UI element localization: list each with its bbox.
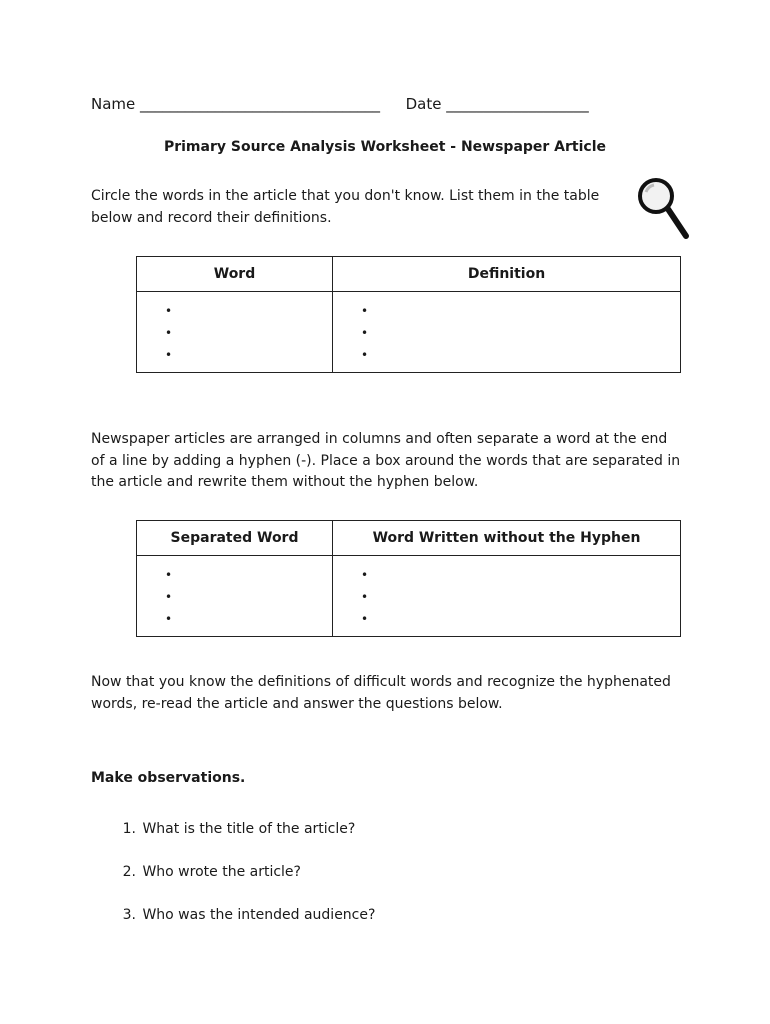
section3-text-line2: words, re-read the article and answer the questions below. — [91, 695, 503, 712]
bullet: • — [165, 590, 173, 604]
question-text: What is the title of the article? — [142, 821, 356, 837]
section2-instructions — [91, 429, 711, 494]
bullet: • — [361, 348, 369, 362]
section2-instructions-line1: Newspaper articles are arranged in columns and often separate a word at the end — [91, 431, 668, 447]
question-number: 2. — [122, 864, 136, 880]
bullet: • — [165, 612, 173, 626]
section2-instructions-line2: of a line by adding a hyphen (-). Place a box around the words that are separated in — [91, 452, 681, 469]
magnifying-glass-icon — [636, 176, 692, 242]
question-text: Who wrote the article? — [142, 864, 301, 880]
table-header-row — [137, 257, 681, 292]
question-number: 1. — [122, 821, 136, 837]
bullet: • — [165, 326, 173, 340]
bullet: • — [165, 304, 173, 318]
section3-text — [91, 672, 691, 715]
bullet: • — [361, 590, 369, 604]
separated-word-cell[interactable] — [137, 556, 333, 637]
question-text: Who was the intended audience? — [142, 907, 376, 923]
questions-list — [91, 818, 375, 947]
section3-text-line1: Now that you know the definitions of difficult words and recognize the hyphenated — [91, 674, 671, 690]
word-column-header: Word — [137, 257, 333, 292]
table-row — [137, 556, 681, 637]
table-header-row — [137, 521, 681, 556]
section2-instructions-line3: the article and rewrite them without the hyphen below. — [91, 474, 479, 490]
date-field-label[interactable]: Date ___________________ — [405, 95, 589, 113]
observations-heading: Make observations. — [91, 770, 246, 786]
definition-cell[interactable] — [333, 292, 681, 373]
bullet: • — [165, 568, 173, 582]
bullet: • — [361, 568, 369, 582]
word-cell[interactable] — [137, 292, 333, 373]
word-without-hyphen-column-header: Word Written without the Hyphen — [333, 521, 681, 556]
table-row — [137, 292, 681, 373]
section1-instructions — [91, 186, 691, 229]
section1-instructions-line2: below and record their definitions. — [91, 209, 332, 226]
question-number: 3. — [122, 907, 136, 923]
definition-column-header: Definition — [333, 257, 681, 292]
page-title: Primary Source Analysis Worksheet - Newspaper Article — [163, 139, 607, 155]
name-field-label[interactable]: Name ________________________________ — [91, 95, 381, 113]
separated-word-table — [136, 520, 681, 637]
separated-word-column-header: Separated Word — [137, 521, 333, 556]
word-without-hyphen-cell[interactable] — [333, 556, 681, 637]
list-item — [91, 861, 375, 904]
word-definition-table — [136, 256, 681, 373]
bullet: • — [361, 612, 369, 626]
bullet: • — [361, 304, 369, 318]
bullet: • — [165, 348, 173, 362]
bullet: • — [361, 326, 369, 340]
header-row — [91, 95, 589, 113]
list-item — [91, 904, 375, 947]
list-item — [91, 818, 375, 861]
section1-instructions-line1: Circle the words in the article that you don't know. List them in the table — [91, 188, 600, 204]
